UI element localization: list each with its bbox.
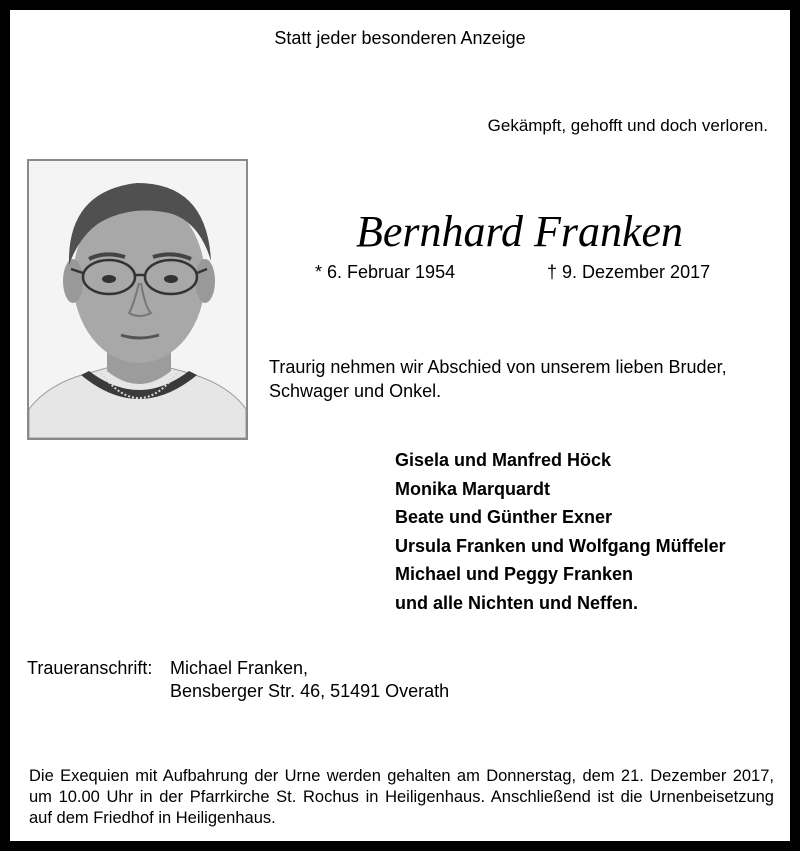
portrait-photo [27, 159, 248, 440]
motto-text: Gekämpft, gehofft und doch verloren. [487, 116, 768, 135]
mourner-name: Gisela und Manfred Höck [395, 450, 612, 470]
header-text: Statt jeder besonderen Anzeige [274, 28, 526, 48]
intro-paragraph [269, 355, 789, 403]
deceased-name: Bernhard Franken [355, 207, 684, 256]
death-date: † 9. Dezember 2017 [547, 262, 711, 282]
mourner-name: Ursula Franken und Wolfgang Müffeler [395, 535, 726, 556]
mourner-name: Monika Marquardt [395, 478, 551, 499]
intro-line: Schwager und Onkel. [269, 381, 442, 401]
address-line: Bensberger Str. 46, 51491 Overath [170, 681, 450, 701]
birth-date: * 6. Februar 1954 [315, 262, 456, 282]
intro-line: Traurig nehmen wir Abschied von unserem lieben Bruder, [269, 357, 727, 377]
mourner-name: Beate und Günther Exner [395, 507, 613, 527]
funeral-notice: Die Exequien mit Aufbahrung der Urne werden gehalten am Donnerstag, dem 21. Dezember 2017, um 10.00 Uhr in der Pfarrkirche St. Rochus in Heiligenhaus. Anschließend ist die Urnenbeisetzung auf dem Friedhof in Heiligenhaus. [29, 767, 774, 827]
address-line: Michael Franken, [170, 658, 309, 678]
mourners-list [395, 446, 726, 617]
mourner-name: und alle Nichten und Neffen. [395, 592, 639, 613]
address-label: Traueranschrift: [27, 658, 153, 678]
portrait-illustration [29, 161, 246, 438]
mourner-name: Michael und Peggy Franken [395, 564, 634, 584]
